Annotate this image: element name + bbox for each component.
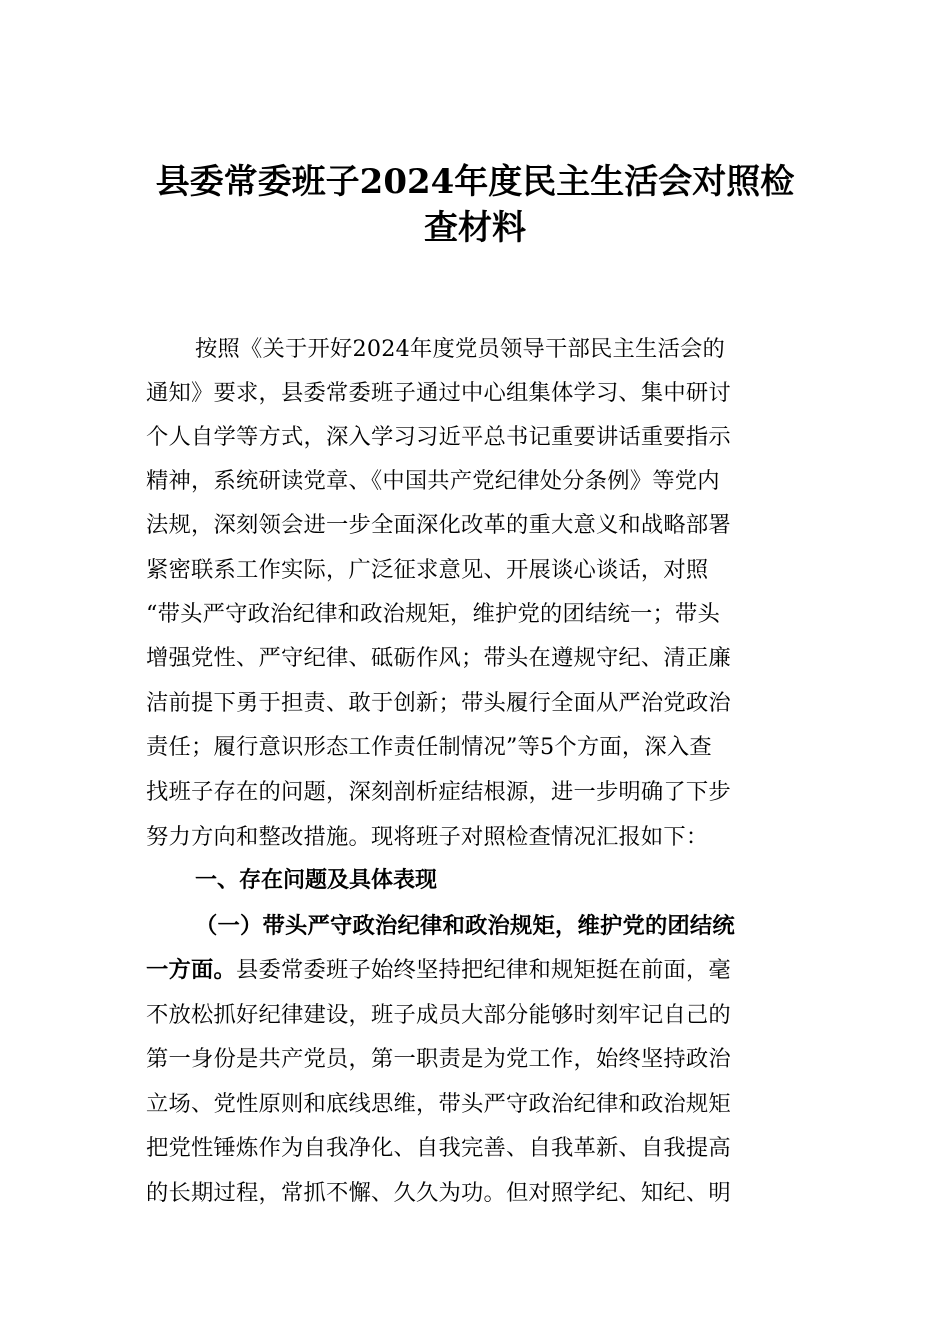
- intro-line-5: 法规，深刻领会进一步全面深化改革的重大意义和战略部署: [146, 512, 731, 538]
- subsection-line-2: [146, 955, 806, 985]
- intro-line-12: 努力方向和整改措施。现将班子对照检查情况汇报如下：: [146, 824, 709, 850]
- subsection-line-3: [146, 1000, 806, 1030]
- subsection-line-7: [146, 1178, 806, 1208]
- subsection-line-3-text: 不放松抓好纪律建设，班子成员大部分能够时刻牢记自己的: [146, 1002, 731, 1028]
- intro-line-11: 找班子存在的问题，深刻剖析症结根源，进一步明确了下步: [146, 779, 731, 805]
- intro-line-8: 增强党性、严守纪律、砥砺作风；带头在遵规守纪、清正廉: [146, 645, 731, 671]
- intro-line-7: “带头严守政治纪律和政治规矩，维护党的团结统一；带头: [146, 601, 721, 627]
- intro-line-1: 按照《关于开好2024年度党员领导干部民主生活会的: [195, 336, 725, 362]
- intro-line-2: 通知》要求，县委常委班子通过中心组集体学习、集中研讨: [146, 380, 731, 406]
- subsection-line-2-text: 县委常委班子始终坚持把纪律和规矩挺在前面，毫: [236, 957, 731, 983]
- intro-line-6: 紧密联系工作实际，广泛征求意见、开展谈心谈话，对照: [146, 557, 709, 583]
- document-title-line-2: 查材料: [424, 208, 526, 248]
- subsection-line-6-text: 把党性锤炼作为自我净化、自我完善、自我革新、自我提高: [146, 1135, 731, 1161]
- subsection-line-2-bold: 一方面。: [146, 957, 236, 983]
- document-title-line-1: 县委常委班子2024年度民主生活会对照检: [155, 162, 795, 202]
- intro-line-10: 责任；履行意识形态工作责任制情况”等5个方面，深入查: [146, 734, 712, 760]
- intro-line-9: 洁前提下勇于担责、敢于创新；带头履行全面从严治党政治: [146, 690, 731, 716]
- subsection-line-4-text: 第一身份是共产党员，第一职责是为党工作，始终坚持政治: [146, 1046, 731, 1072]
- subsection-line-5: [146, 1089, 806, 1119]
- subsection-line-6: [146, 1133, 806, 1163]
- intro-line-3: 个人自学等方式，深入学习习近平总书记重要讲话重要指示: [146, 424, 731, 450]
- subsection-line-1: [195, 911, 806, 941]
- subsection-line-5-text: 立场、党性原则和底线思维，带头严守政治纪律和政治规矩: [146, 1091, 731, 1117]
- subsection-line-7-text: 的长期过程，常抓不懈、久久为功。但对照学纪、知纪、明: [146, 1180, 731, 1206]
- intro-line-4: 精神，系统研读党章、《中国共产党纪律处分条例》等党内: [146, 468, 720, 494]
- section-heading: 一、存在问题及具体表现: [195, 868, 438, 893]
- subsection-line-4: [146, 1044, 806, 1074]
- subsection-line-1-bold: （一）带头严守政治纪律和政治规矩，维护党的团结统: [195, 913, 735, 939]
